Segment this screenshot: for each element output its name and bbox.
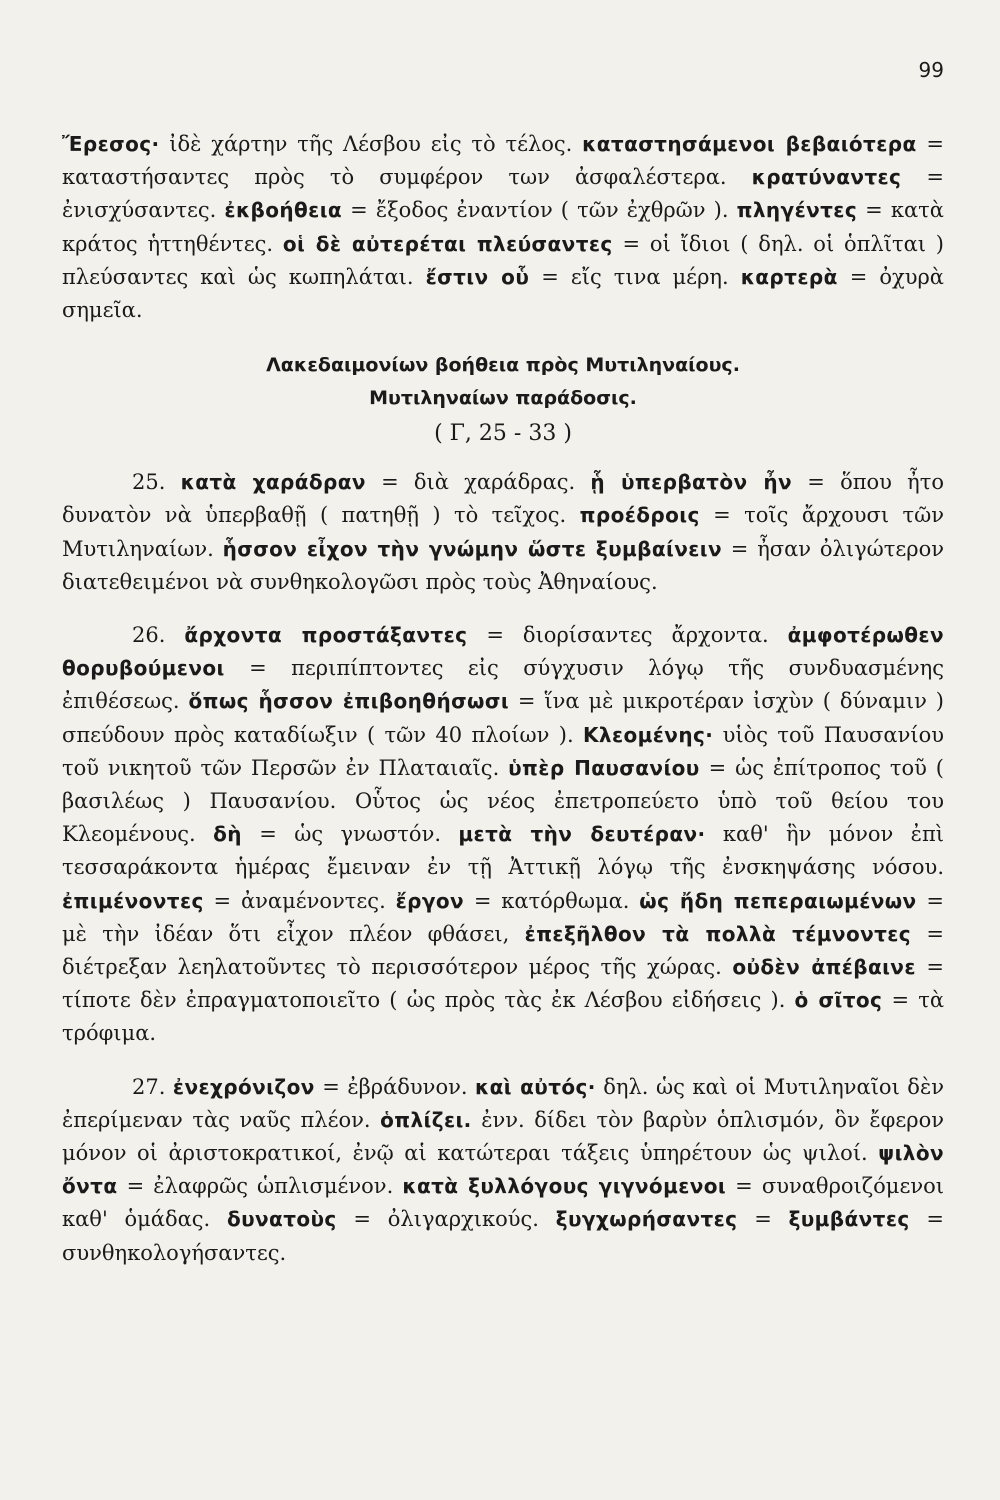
commentary-paragraph-27 (62, 1071, 944, 1270)
lemma-term: προέδροις (579, 503, 700, 528)
lemma-term: ξυγχωρήσαντες (555, 1207, 738, 1232)
lemma-term: Κλεομένης· (583, 722, 714, 747)
section-number: 27. (132, 1074, 166, 1099)
gloss-text: = ὡς γνωστόν. (241, 822, 459, 847)
heading-line-1: Λακεδαιμονίων βοήθεια πρὸς Μυτιληναίους. (266, 354, 740, 377)
gloss-text: = ὅπου ἦτο δυνατὸν νὰ ὑπερβαθῇ ( πατηθῇ ) τὸ τεῖχος. (62, 470, 944, 528)
gloss-text: = εἴς τινα μέρη. (529, 264, 741, 289)
gloss-text: = διέτρεξαν λεηλατοῦντες τὸ περισσότερον μέρος τῆς χώρας. (62, 921, 944, 980)
chapter-reference: ( Γ, 25 - 33 ) (434, 421, 572, 447)
gloss-text: = ἀναμένοντες. (203, 888, 396, 913)
lemma-term: ξυμβάντες (788, 1207, 910, 1232)
gloss-text: = τὰ τρόφιμα. (62, 988, 945, 1046)
section-number: 26. (132, 623, 166, 648)
commentary-paragraph-25 (62, 466, 944, 599)
lemma-term: οὐδὲν ἀπέβαινε (732, 955, 916, 980)
lemma-term: ἐνεχρόνιζον (172, 1074, 315, 1099)
lemma-term: ψιλὸν ὄντα (62, 1141, 944, 1199)
gloss-text: = κατὰ κράτος ἡττηθέντες. (62, 198, 944, 256)
lemma-term: ἧσσον εἶχον τὴν γνώμην ὥστε ξυμβαίνειν (222, 536, 722, 561)
intro-paragraph (62, 128, 944, 327)
lemma-term: κατὰ ξυλλόγους γιγνόμενοι (402, 1174, 727, 1199)
gloss-text: = καταστήσαντες πρὸς τὸ συμφέρον των ἀσφαλέστερα. (62, 132, 944, 190)
gloss-text: = διορίσαντες ἄρχοντα. (467, 623, 788, 648)
lemma-term: ὑπὲρ Παυσανίου (508, 755, 700, 780)
lemma-term: καταστησάμενοι βεβαιότερα (582, 132, 917, 156)
gloss-text: = τίποτε δὲν ἐπραγματοποιεῖτο ( ὡς πρὸς τὰς ἐκ Λέσβου εἰδήσεις ). (62, 955, 944, 1013)
commentary-paragraph-26 (62, 619, 944, 1051)
lemma-term: ὅπως ἧσσον ἐπιβοηθήσωσι (188, 689, 510, 714)
lemma-term: καρτερὰ (740, 264, 838, 289)
gloss-text: = περιπίπτοντες εἰς σύγχυσιν λόγῳ τῆς συνδυασμένης ἐπιθέσεως. (62, 656, 944, 714)
lemma-term: ἀμφοτέρωθεν θορυβούμενοι (62, 623, 944, 681)
gloss-text: = συνθηκολογήσαντες. (62, 1207, 944, 1265)
lemma-term: Ἔρεσος· (62, 132, 160, 156)
lemma-term: ὁπλίζει. (380, 1107, 472, 1132)
page-content (62, 128, 944, 1270)
gloss-text: ἰδὲ χάρτην τῆς Λέσβου εἰς τὸ τέλος. (159, 132, 583, 156)
lemma-term: ἐκβοήθεια (224, 198, 343, 223)
gloss-text (165, 470, 180, 494)
lemma-term: ἄρχοντα προστάξαντες (184, 623, 468, 648)
gloss-text: = κατόρθωμα. (464, 888, 640, 913)
heading-line-2: Μυτιληναίων παράδοσις. (369, 387, 637, 410)
lemma-term: πληγέντες (736, 198, 858, 223)
lemma-term: κρατύναντες (751, 165, 902, 190)
page-number: 99 (918, 58, 944, 82)
gloss-text: δηλ. ὡς καὶ οἱ Μυτιληναῖοι δὲν ἐπερίμεναν τὰς ναῦς πλέον. (62, 1074, 944, 1132)
lemma-term: ἐπιμένοντες (62, 888, 204, 913)
gloss-text: = ἐβράδυνον. (314, 1074, 476, 1099)
gloss-text: ἐνν. δίδει τὸν βαρὺν ὁπλισμόν, ὃν ἔφερον μόνον οἱ ἀριστοκρατικοί, ἐνῷ αἱ κατώτεραι τάξεις ὑπηρέτουν ὡς ψιλοί. (62, 1107, 944, 1166)
gloss-text: = συναθροιζόμενοι καθ' ὁμάδας. (62, 1174, 944, 1232)
gloss-text: = ἐλαφρῶς ὡπλισμένον. (117, 1174, 403, 1199)
gloss-text: = μὲ τὴν ἰδέαν ὅτι εἶχον πλέον φθάσει, (62, 888, 944, 946)
lemma-term: ἐπεξῆλθον τὰ πολλὰ τέμνοντες (524, 921, 912, 946)
lemma-term: ὡς ἤδη πεπεραιωμένων (639, 888, 917, 913)
section-number: 25. (132, 470, 166, 495)
lemma-term: μετὰ τὴν δευτέραν· (458, 822, 706, 847)
gloss-text: = τοῖς ἄρχουσι τῶν Μυτιληναίων. (62, 503, 944, 561)
gloss-text (165, 1075, 173, 1099)
gloss-text: = (737, 1207, 789, 1232)
gloss-text: = ὀλιγαρχικούς. (336, 1207, 556, 1232)
lemma-term: οἱ δὲ αὐτερέται πλεύσαντες (282, 231, 613, 256)
gloss-text: = διὰ χαράδρας. (365, 470, 591, 495)
gloss-text: υἱὸς τοῦ Παυσανίου τοῦ νικητοῦ τῶν Περσῶν ἐν Πλαταιαῖς. (62, 722, 944, 780)
gloss-text: = ἦσαν ὀλιγώτερον διατεθειμένοι νὰ συνθηκολογῶσι πρὸς τοὺς Ἀθηναίους. (62, 536, 944, 594)
gloss-text: = ὀχυρὰ σημεῖα. (62, 264, 944, 323)
lemma-term: καὶ αὐτός· (475, 1074, 596, 1099)
lemma-term: ᾗ ὑπερβατὸν ἦν (590, 470, 793, 495)
lemma-term: ὁ σῖτος (794, 988, 883, 1013)
gloss-text (165, 623, 184, 647)
gloss-text: καθ' ἣν μόνον ἐπὶ τεσσαράκοντα ἡμέρας ἔμειναν ἐν τῇ Ἀττικῇ λόγῳ τῆς ἐνσκηψάσης νόσου. (62, 822, 944, 880)
gloss-text: = οἱ ἴδιοι ( δηλ. οἱ ὁπλῖται ) πλεύσαντες καὶ ὡς κωπηλάται. (62, 231, 944, 289)
lemma-term: δυνατοὺς (226, 1207, 337, 1232)
lemma-term: ἔστιν οὗ (425, 264, 530, 289)
gloss-text: = ἵνα μὲ μικροτέραν ἰσχὺν ( δύναμιν ) σπεύδουν πρὸς καταδίωξιν ( τῶν 40 πλοίων ). (62, 689, 944, 747)
lemma-term: ἔργον (395, 888, 465, 913)
lemma-term: δὴ (213, 822, 242, 847)
gloss-text: = ἐνισχύσαντες. (62, 165, 944, 223)
gloss-text: = ὡς ἐπίτροπος τοῦ ( βασιλέως ) Παυσανίου. Οὗτος ὡς νέος ἐπετροπεύετο ὑπὸ τοῦ θείου του Κλεομένους. (62, 755, 944, 847)
section-heading (62, 349, 944, 450)
gloss-text: = ἔξοδος ἐναντίον ( τῶν ἐχθρῶν ). (342, 198, 737, 223)
lemma-term: κατὰ χαράδραν (180, 470, 366, 495)
